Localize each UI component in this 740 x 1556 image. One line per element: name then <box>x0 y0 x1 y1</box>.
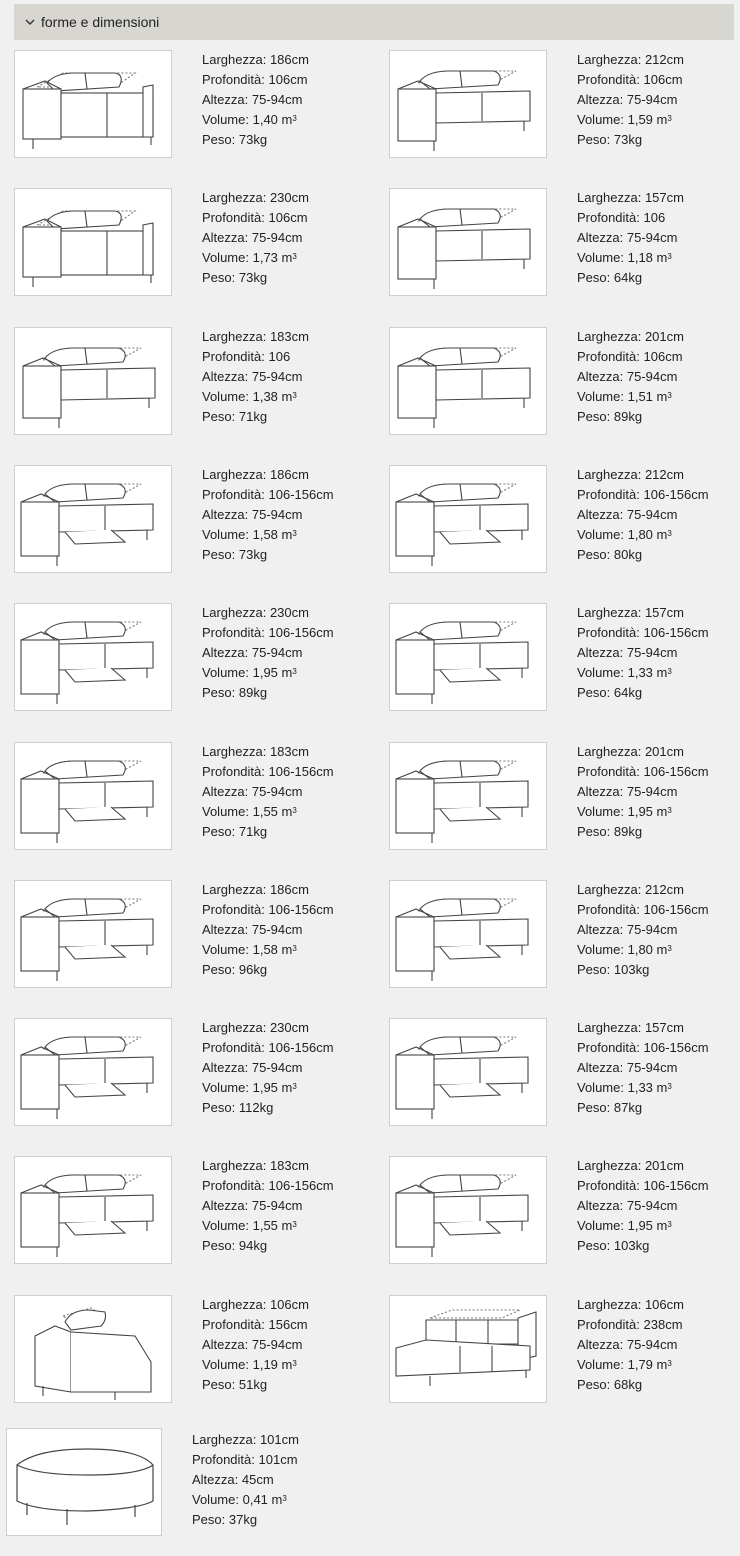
product-image <box>389 880 547 988</box>
width-row: Larghezza: 201cm <box>577 329 684 344</box>
volume-row: Volume: 1,58 $m^3$ <box>202 942 297 957</box>
height-row: Altezza: 75-94cm <box>577 922 678 937</box>
depth-row: Profondità: 106-156cm <box>577 902 709 917</box>
recliner-drawing-icon <box>15 881 171 987</box>
product-image <box>389 1018 547 1126</box>
product-image <box>14 188 172 296</box>
volume-row: Volume: 1,59 $m^3$ <box>577 112 672 127</box>
product-image <box>14 603 172 711</box>
height-row: Altezza: 75-94cm <box>577 507 678 522</box>
weight-row: Peso: 103kg <box>577 962 650 977</box>
depth-row: Profondità: 106 <box>202 349 291 364</box>
product-image <box>389 1156 547 1264</box>
recliner-drawing-icon <box>15 604 171 710</box>
weight-row: Peso: 51kg <box>202 1377 268 1392</box>
chevron-down-icon <box>24 16 36 28</box>
volume-row: Volume: 1,51 $m^3$ <box>577 389 672 404</box>
height-row: Altezza: 75-94cm <box>577 784 678 799</box>
product-image <box>14 742 172 850</box>
product-image <box>389 327 547 435</box>
width-row: Larghezza: 186cm <box>202 467 309 482</box>
product-image <box>389 742 547 850</box>
recliner-drawing-icon <box>390 743 546 849</box>
width-row: Larghezza: 183cm <box>202 329 309 344</box>
depth-row: Profondità: 106-156cm <box>202 487 334 502</box>
height-row: Altezza: 75-94cm <box>202 922 303 937</box>
height-row: Altezza: 75-94cm <box>202 645 303 660</box>
depth-row: Profondità: 106-156cm <box>202 625 334 640</box>
width-row: Larghezza: 157cm <box>577 605 684 620</box>
weight-row: Peso: 103kg <box>577 1238 650 1253</box>
product-image <box>14 327 172 435</box>
width-row: Larghezza: 157cm <box>577 1020 684 1035</box>
volume-row: Volume: 1,73 $m^3$ <box>202 250 297 265</box>
depth-row: Profondità: 106-156cm <box>202 764 334 779</box>
product-image <box>389 603 547 711</box>
depth-row: Profondità: 106-156cm <box>577 1178 709 1193</box>
height-row: Altezza: 75-94cm <box>202 784 303 799</box>
product-specs <box>202 1295 309 1395</box>
weight-row: Peso: 68kg <box>577 1377 643 1392</box>
height-row: Altezza: 75-94cm <box>202 1337 303 1352</box>
depth-row: Profondità: 106-156cm <box>577 1040 709 1055</box>
height-row: Altezza: 75-94cm <box>202 92 303 107</box>
recliner-drawing-icon <box>15 466 171 572</box>
recliner-drawing-icon <box>390 1019 546 1125</box>
width-row: Larghezza: 212cm <box>577 467 684 482</box>
recliner-drawing-icon <box>15 743 171 849</box>
volume-row: Volume: 1,80 $m^3$ <box>577 942 672 957</box>
product-specs <box>202 327 309 427</box>
weight-row: Peso: 64kg <box>577 270 643 285</box>
weight-row: Peso: 80kg <box>577 547 643 562</box>
width-row: Larghezza: 186cm <box>202 52 309 67</box>
product-image <box>14 1156 172 1264</box>
product-specs <box>577 742 709 842</box>
ottoman-drawing-icon <box>7 1429 163 1535</box>
volume-row: Volume: 1,80 $m^3$ <box>577 527 672 542</box>
depth-row: Profondità: 106cm <box>202 210 308 225</box>
volume-row: Volume: 1,40 $m^3$ <box>202 112 297 127</box>
sofa-left-drawing-icon <box>15 328 171 434</box>
product-specs <box>202 880 334 980</box>
depth-row: Profondità: 106cm <box>202 72 308 87</box>
volume-row: Volume: 1,58 $m^3$ <box>202 527 297 542</box>
product-specs <box>202 465 334 565</box>
weight-row: Peso: 87kg <box>577 1100 643 1115</box>
width-row: Larghezza: 201cm <box>577 1158 684 1173</box>
height-row: Altezza: 75-94cm <box>202 230 303 245</box>
product-image <box>389 1295 547 1403</box>
volume-row: Volume: 1,79 $m^3$ <box>577 1357 672 1372</box>
width-row: Larghezza: 183cm <box>202 744 309 759</box>
width-row: Larghezza: 212cm <box>577 52 684 67</box>
height-row: Altezza: 45cm <box>192 1472 274 1487</box>
weight-row: Peso: 73kg <box>202 270 268 285</box>
product-image <box>6 1428 162 1536</box>
product-specs <box>577 1295 684 1395</box>
product-image <box>14 1295 172 1403</box>
width-row: Larghezza: 230cm <box>202 190 309 205</box>
volume-row: Volume: 1,55 $m^3$ <box>202 804 297 819</box>
width-row: Larghezza: 157cm <box>577 190 684 205</box>
width-row: Larghezza: 230cm <box>202 1020 309 1035</box>
volume-row: Volume: 1,33 $m^3$ <box>577 665 672 680</box>
height-row: Altezza: 75-94cm <box>577 645 678 660</box>
recliner-drawing-icon <box>390 466 546 572</box>
height-row: Altezza: 75-94cm <box>577 1337 678 1352</box>
chaise-drawing-icon <box>15 1296 171 1402</box>
height-row: Altezza: 75-94cm <box>202 369 303 384</box>
recliner-drawing-icon <box>390 881 546 987</box>
product-specs <box>577 880 709 980</box>
weight-row: Peso: 71kg <box>202 409 268 424</box>
product-specs <box>577 327 684 427</box>
volume-row: Volume: 1,18 $m^3$ <box>577 250 672 265</box>
volume-row: Volume: 1,95 $m^3$ <box>202 665 297 680</box>
volume-row: Volume: 1,55 $m^3$ <box>202 1218 297 1233</box>
depth-row: Profondità: 106-156cm <box>202 1178 334 1193</box>
height-row: Altezza: 75-94cm <box>577 1198 678 1213</box>
product-image <box>14 880 172 988</box>
product-specs <box>192 1430 299 1530</box>
volume-row: Volume: 1,19 $m^3$ <box>202 1357 297 1372</box>
height-row: Altezza: 75-94cm <box>202 1060 303 1075</box>
sofa-drawing-icon <box>15 189 171 295</box>
volume-row: Volume: 1,38 $m^3$ <box>202 389 297 404</box>
product-specs <box>577 1018 709 1118</box>
depth-row: Profondità: 106-156cm <box>202 902 334 917</box>
width-row: Larghezza: 106cm <box>202 1297 309 1312</box>
weight-row: Peso: 94kg <box>202 1238 268 1253</box>
product-image <box>14 465 172 573</box>
product-specs <box>202 1156 334 1256</box>
product-specs <box>202 188 309 288</box>
product-specs <box>577 1156 709 1256</box>
product-image <box>389 50 547 158</box>
weight-row: Peso: 73kg <box>577 132 643 147</box>
depth-row: Profondità: 106cm <box>577 349 683 364</box>
height-row: Altezza: 75-94cm <box>577 1060 678 1075</box>
volume-row: Volume: 1,33 $m^3$ <box>577 1080 672 1095</box>
product-specs <box>577 50 684 150</box>
weight-row: Peso: 96kg <box>202 962 268 977</box>
sofa-long-drawing-icon <box>390 1296 546 1402</box>
sofa-drawing-icon <box>15 51 171 157</box>
weight-row: Peso: 71kg <box>202 824 268 839</box>
product-specs <box>577 465 709 565</box>
product-image <box>14 50 172 158</box>
product-specs <box>202 742 334 842</box>
sofa-left-drawing-icon <box>390 189 546 295</box>
depth-row: Profondità: 106cm <box>577 72 683 87</box>
sofa-left-drawing-icon <box>390 328 546 434</box>
product-specs <box>202 603 334 703</box>
weight-row: Peso: 64kg <box>577 685 643 700</box>
weight-row: Peso: 37kg <box>192 1512 258 1527</box>
volume-row: Volume: 1,95 $m^3$ <box>577 1218 672 1233</box>
width-row: Larghezza: 183cm <box>202 1158 309 1173</box>
recliner-drawing-icon <box>15 1019 171 1125</box>
recliner-drawing-icon <box>390 604 546 710</box>
section-title: forme e dimensioni <box>41 14 160 30</box>
recliner-drawing-icon <box>390 1157 546 1263</box>
volume-row: Volume: 1,95 $m^3$ <box>577 804 672 819</box>
product-specs <box>202 50 309 150</box>
depth-row: Profondità: 238cm <box>577 1317 683 1332</box>
width-row: Larghezza: 101cm <box>192 1432 299 1447</box>
height-row: Altezza: 75-94cm <box>577 230 678 245</box>
depth-row: Profondità: 106-156cm <box>202 1040 334 1055</box>
height-row: Altezza: 75-94cm <box>202 1198 303 1213</box>
depth-row: Profondità: 106-156cm <box>577 487 709 502</box>
sofa-left-drawing-icon <box>390 51 546 157</box>
height-row: Altezza: 75-94cm <box>577 369 678 384</box>
product-specs <box>577 603 709 703</box>
weight-row: Peso: 73kg <box>202 132 268 147</box>
volume-row: Volume: 0,41 $m^3$ <box>192 1492 287 1507</box>
recliner-drawing-icon <box>15 1157 171 1263</box>
depth-row: Profondità: 101cm <box>192 1452 298 1467</box>
product-image <box>14 1018 172 1126</box>
weight-row: Peso: 73kg <box>202 547 268 562</box>
depth-row: Profondità: 156cm <box>202 1317 308 1332</box>
width-row: Larghezza: 201cm <box>577 744 684 759</box>
height-row: Altezza: 75-94cm <box>577 92 678 107</box>
product-specs <box>202 1018 334 1118</box>
weight-row: Peso: 112kg <box>202 1100 274 1115</box>
depth-row: Profondità: 106-156cm <box>577 764 709 779</box>
weight-row: Peso: 89kg <box>202 685 268 700</box>
product-specs <box>577 188 684 288</box>
volume-row: Volume: 1,95 $m^3$ <box>202 1080 297 1095</box>
product-image <box>389 188 547 296</box>
depth-row: Profondità: 106-156cm <box>577 625 709 640</box>
width-row: Larghezza: 186cm <box>202 882 309 897</box>
weight-row: Peso: 89kg <box>577 409 643 424</box>
depth-row: Profondità: 106 <box>577 210 666 225</box>
width-row: Larghezza: 212cm <box>577 882 684 897</box>
section-header[interactable] <box>14 4 734 40</box>
product-image <box>389 465 547 573</box>
weight-row: Peso: 89kg <box>577 824 643 839</box>
height-row: Altezza: 75-94cm <box>202 507 303 522</box>
width-row: Larghezza: 106cm <box>577 1297 684 1312</box>
width-row: Larghezza: 230cm <box>202 605 309 620</box>
